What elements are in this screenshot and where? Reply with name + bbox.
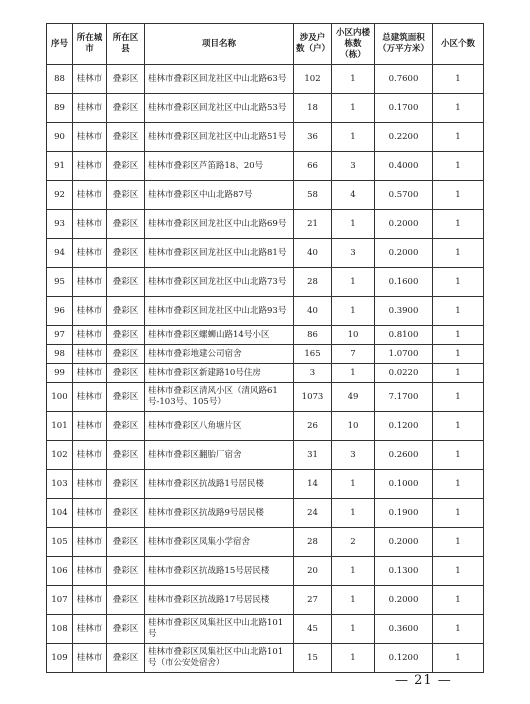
area-cell: 0.1000 bbox=[375, 470, 433, 499]
community-count-cell: 1 bbox=[433, 239, 484, 268]
community-count-cell: 1 bbox=[433, 586, 484, 615]
community-count-cell: 1 bbox=[433, 644, 484, 673]
table-row bbox=[47, 152, 484, 181]
table-row bbox=[47, 326, 484, 345]
households-cell: 45 bbox=[294, 615, 332, 644]
table-row bbox=[47, 297, 484, 326]
community-count-cell: 1 bbox=[433, 441, 484, 470]
community-count-cell: 1 bbox=[433, 94, 484, 123]
area-cell: 0.1200 bbox=[375, 412, 433, 441]
city-cell: 桂林市 bbox=[73, 557, 107, 586]
column-header-community-count: 小区个数 bbox=[433, 24, 484, 65]
households-cell: 40 bbox=[294, 239, 332, 268]
city-cell: 桂林市 bbox=[73, 499, 107, 528]
area-cell: 0.3900 bbox=[375, 297, 433, 326]
project-name-cell: 桂林市叠彩区回龙社区中山北路53号 bbox=[145, 94, 294, 123]
project-name-cell: 桂林市叠彩区回龙社区中山北路73号 bbox=[145, 268, 294, 297]
households-cell: 165 bbox=[294, 345, 332, 364]
households-cell: 3 bbox=[294, 364, 332, 383]
buildings-cell: 4 bbox=[332, 181, 375, 210]
city-cell: 桂林市 bbox=[73, 470, 107, 499]
households-cell: 14 bbox=[294, 470, 332, 499]
project-name-cell: 桂林市叠彩区翻胎厂宿舍 bbox=[145, 441, 294, 470]
community-count-cell: 1 bbox=[433, 364, 484, 383]
district-cell: 叠彩区 bbox=[107, 615, 145, 644]
row-number-cell: 102 bbox=[47, 441, 73, 470]
table-row bbox=[47, 383, 484, 412]
buildings-cell: 1 bbox=[332, 210, 375, 239]
row-number-cell: 98 bbox=[47, 345, 73, 364]
community-count-cell: 1 bbox=[433, 383, 484, 412]
district-cell: 叠彩区 bbox=[107, 181, 145, 210]
community-count-cell: 1 bbox=[433, 297, 484, 326]
district-cell: 叠彩区 bbox=[107, 210, 145, 239]
city-cell: 桂林市 bbox=[73, 65, 107, 94]
table-row bbox=[47, 364, 484, 383]
project-name-cell: 桂林市叠彩区芦笛路18、20号 bbox=[145, 152, 294, 181]
area-cell: 0.2600 bbox=[375, 441, 433, 470]
buildings-cell: 1 bbox=[332, 123, 375, 152]
district-cell: 叠彩区 bbox=[107, 412, 145, 441]
table-row bbox=[47, 644, 484, 673]
households-cell: 66 bbox=[294, 152, 332, 181]
housing-project-table bbox=[46, 23, 484, 673]
city-cell: 桂林市 bbox=[73, 239, 107, 268]
buildings-cell: 7 bbox=[332, 345, 375, 364]
households-cell: 20 bbox=[294, 557, 332, 586]
households-cell: 1073 bbox=[294, 383, 332, 412]
households-cell: 58 bbox=[294, 181, 332, 210]
households-cell: 28 bbox=[294, 528, 332, 557]
table-row bbox=[47, 586, 484, 615]
district-cell: 叠彩区 bbox=[107, 123, 145, 152]
row-number-cell: 95 bbox=[47, 268, 73, 297]
district-cell: 叠彩区 bbox=[107, 470, 145, 499]
project-name-cell: 桂林市叠彩区螺蛳山路14号小区 bbox=[145, 326, 294, 345]
district-cell: 叠彩区 bbox=[107, 268, 145, 297]
households-cell: 27 bbox=[294, 586, 332, 615]
project-name-cell: 桂林市叠彩区抗战路1号居民楼 bbox=[145, 470, 294, 499]
row-number-cell: 105 bbox=[47, 528, 73, 557]
community-count-cell: 1 bbox=[433, 412, 484, 441]
project-name-cell: 桂林市叠彩区抗战路17号居民楼 bbox=[145, 586, 294, 615]
district-cell: 叠彩区 bbox=[107, 65, 145, 94]
households-cell: 21 bbox=[294, 210, 332, 239]
buildings-cell: 10 bbox=[332, 326, 375, 345]
area-cell: 0.2000 bbox=[375, 210, 433, 239]
row-number-cell: 100 bbox=[47, 383, 73, 412]
city-cell: 桂林市 bbox=[73, 297, 107, 326]
buildings-cell: 1 bbox=[332, 297, 375, 326]
buildings-cell: 10 bbox=[332, 412, 375, 441]
row-number-cell: 90 bbox=[47, 123, 73, 152]
district-cell: 叠彩区 bbox=[107, 644, 145, 673]
city-cell: 桂林市 bbox=[73, 383, 107, 412]
community-count-cell: 1 bbox=[433, 268, 484, 297]
households-cell: 40 bbox=[294, 297, 332, 326]
project-name-cell: 桂林市叠彩区凤集社区中山北路101号 bbox=[145, 615, 294, 644]
buildings-cell: 1 bbox=[332, 94, 375, 123]
community-count-cell: 1 bbox=[433, 615, 484, 644]
buildings-cell: 49 bbox=[332, 383, 375, 412]
area-cell: 0.8100 bbox=[375, 326, 433, 345]
city-cell: 桂林市 bbox=[73, 210, 107, 239]
city-cell: 桂林市 bbox=[73, 644, 107, 673]
row-number-cell: 89 bbox=[47, 94, 73, 123]
row-number-cell: 96 bbox=[47, 297, 73, 326]
column-header-area: 总建筑面积（万平方米） bbox=[375, 24, 433, 65]
area-cell: 0.2000 bbox=[375, 586, 433, 615]
area-cell: 0.1700 bbox=[375, 94, 433, 123]
row-number-cell: 93 bbox=[47, 210, 73, 239]
area-cell: 0.7600 bbox=[375, 65, 433, 94]
buildings-cell: 1 bbox=[332, 499, 375, 528]
households-cell: 26 bbox=[294, 412, 332, 441]
city-cell: 桂林市 bbox=[73, 586, 107, 615]
community-count-cell: 1 bbox=[433, 123, 484, 152]
area-cell: 7.1700 bbox=[375, 383, 433, 412]
column-header-district: 所在区县 bbox=[107, 24, 145, 65]
district-cell: 叠彩区 bbox=[107, 326, 145, 345]
households-cell: 15 bbox=[294, 644, 332, 673]
district-cell: 叠彩区 bbox=[107, 441, 145, 470]
project-name-cell: 桂林市叠彩区回龙社区中山北路63号 bbox=[145, 65, 294, 94]
project-name-cell: 桂林市叠彩区抗战路9号居民楼 bbox=[145, 499, 294, 528]
row-number-cell: 88 bbox=[47, 65, 73, 94]
project-name-cell: 桂林市叠彩区回龙社区中山北路69号 bbox=[145, 210, 294, 239]
table-row bbox=[47, 412, 484, 441]
community-count-cell: 1 bbox=[433, 210, 484, 239]
table-row bbox=[47, 65, 484, 94]
area-cell: 0.4000 bbox=[375, 152, 433, 181]
district-cell: 叠彩区 bbox=[107, 557, 145, 586]
area-cell: 0.2200 bbox=[375, 123, 433, 152]
buildings-cell: 1 bbox=[332, 470, 375, 499]
project-name-cell: 桂林市叠彩区新建路10号住房 bbox=[145, 364, 294, 383]
households-cell: 18 bbox=[294, 94, 332, 123]
area-cell: 0.1900 bbox=[375, 499, 433, 528]
buildings-cell: 1 bbox=[332, 586, 375, 615]
project-name-cell: 桂林市叠彩区凤集小学宿舍 bbox=[145, 528, 294, 557]
table-row bbox=[47, 181, 484, 210]
table-row bbox=[47, 499, 484, 528]
buildings-cell: 1 bbox=[332, 644, 375, 673]
area-cell: 0.5700 bbox=[375, 181, 433, 210]
households-cell: 36 bbox=[294, 123, 332, 152]
community-count-cell: 1 bbox=[433, 152, 484, 181]
table-row bbox=[47, 470, 484, 499]
table-row bbox=[47, 557, 484, 586]
project-name-cell: 桂林市叠彩区八角塘片区 bbox=[145, 412, 294, 441]
table-row bbox=[47, 94, 484, 123]
table-row bbox=[47, 345, 484, 364]
row-number-cell: 94 bbox=[47, 239, 73, 268]
district-cell: 叠彩区 bbox=[107, 586, 145, 615]
community-count-cell: 1 bbox=[433, 499, 484, 528]
city-cell: 桂林市 bbox=[73, 364, 107, 383]
table-header-row bbox=[47, 24, 484, 65]
column-header-households: 涉及户数（户） bbox=[294, 24, 332, 65]
buildings-cell: 3 bbox=[332, 152, 375, 181]
column-header-city: 所在城市 bbox=[73, 24, 107, 65]
community-count-cell: 1 bbox=[433, 557, 484, 586]
project-name-cell: 桂林市叠彩区回龙社区中山北路81号 bbox=[145, 239, 294, 268]
row-number-cell: 97 bbox=[47, 326, 73, 345]
district-cell: 叠彩区 bbox=[107, 528, 145, 557]
table-row bbox=[47, 210, 484, 239]
table-row bbox=[47, 441, 484, 470]
table-row bbox=[47, 268, 484, 297]
page-number: — 21 — bbox=[395, 673, 452, 688]
city-cell: 桂林市 bbox=[73, 326, 107, 345]
table-row bbox=[47, 615, 484, 644]
households-cell: 31 bbox=[294, 441, 332, 470]
area-cell: 0.2000 bbox=[375, 239, 433, 268]
project-name-cell: 桂林市叠彩地建公司宿舍 bbox=[145, 345, 294, 364]
row-number-cell: 92 bbox=[47, 181, 73, 210]
table-row bbox=[47, 239, 484, 268]
buildings-cell: 1 bbox=[332, 65, 375, 94]
district-cell: 叠彩区 bbox=[107, 297, 145, 326]
project-name-cell: 桂林市叠彩区回龙社区中山北路51号 bbox=[145, 123, 294, 152]
area-cell: 0.1200 bbox=[375, 644, 433, 673]
project-name-cell: 桂林市叠彩区回龙社区中山北路93号 bbox=[145, 297, 294, 326]
row-number-cell: 101 bbox=[47, 412, 73, 441]
city-cell: 桂林市 bbox=[73, 268, 107, 297]
row-number-cell: 109 bbox=[47, 644, 73, 673]
table-body bbox=[47, 65, 484, 673]
community-count-cell: 1 bbox=[433, 181, 484, 210]
households-cell: 28 bbox=[294, 268, 332, 297]
community-count-cell: 1 bbox=[433, 65, 484, 94]
district-cell: 叠彩区 bbox=[107, 345, 145, 364]
district-cell: 叠彩区 bbox=[107, 499, 145, 528]
households-cell: 86 bbox=[294, 326, 332, 345]
district-cell: 叠彩区 bbox=[107, 152, 145, 181]
buildings-cell: 1 bbox=[332, 268, 375, 297]
city-cell: 桂林市 bbox=[73, 345, 107, 364]
row-number-cell: 91 bbox=[47, 152, 73, 181]
community-count-cell: 1 bbox=[433, 470, 484, 499]
area-cell: 0.3600 bbox=[375, 615, 433, 644]
district-cell: 叠彩区 bbox=[107, 364, 145, 383]
households-cell: 102 bbox=[294, 65, 332, 94]
area-cell: 0.0220 bbox=[375, 364, 433, 383]
city-cell: 桂林市 bbox=[73, 152, 107, 181]
area-cell: 0.1300 bbox=[375, 557, 433, 586]
buildings-cell: 3 bbox=[332, 239, 375, 268]
district-cell: 叠彩区 bbox=[107, 239, 145, 268]
row-number-cell: 103 bbox=[47, 470, 73, 499]
buildings-cell: 3 bbox=[332, 441, 375, 470]
column-header-buildings: 小区内楼栋数（栋） bbox=[332, 24, 375, 65]
row-number-cell: 104 bbox=[47, 499, 73, 528]
city-cell: 桂林市 bbox=[73, 123, 107, 152]
buildings-cell: 2 bbox=[332, 528, 375, 557]
row-number-cell: 108 bbox=[47, 615, 73, 644]
city-cell: 桂林市 bbox=[73, 528, 107, 557]
table-row bbox=[47, 528, 484, 557]
area-cell: 0.1600 bbox=[375, 268, 433, 297]
area-cell: 0.2000 bbox=[375, 528, 433, 557]
city-cell: 桂林市 bbox=[73, 412, 107, 441]
project-name-cell: 桂林市叠彩区抗战路15号居民楼 bbox=[145, 557, 294, 586]
area-cell: 1.0700 bbox=[375, 345, 433, 364]
community-count-cell: 1 bbox=[433, 326, 484, 345]
buildings-cell: 1 bbox=[332, 557, 375, 586]
community-count-cell: 1 bbox=[433, 528, 484, 557]
district-cell: 叠彩区 bbox=[107, 383, 145, 412]
table-row bbox=[47, 123, 484, 152]
row-number-cell: 107 bbox=[47, 586, 73, 615]
city-cell: 桂林市 bbox=[73, 441, 107, 470]
households-cell: 24 bbox=[294, 499, 332, 528]
project-name-cell: 桂林市叠彩区凤集社区中山北路101号（市公安处宿舍） bbox=[145, 644, 294, 673]
district-cell: 叠彩区 bbox=[107, 94, 145, 123]
column-header-project-name: 项目名称 bbox=[145, 24, 294, 65]
buildings-cell: 1 bbox=[332, 615, 375, 644]
row-number-cell: 106 bbox=[47, 557, 73, 586]
project-name-cell: 桂林市叠彩区中山北路87号 bbox=[145, 181, 294, 210]
column-header-no: 序号 bbox=[47, 24, 73, 65]
community-count-cell: 1 bbox=[433, 345, 484, 364]
row-number-cell: 99 bbox=[47, 364, 73, 383]
buildings-cell: 1 bbox=[332, 364, 375, 383]
project-name-cell: 桂林市叠彩区清风小区（清风路61号-103号、105号） bbox=[145, 383, 294, 412]
city-cell: 桂林市 bbox=[73, 615, 107, 644]
city-cell: 桂林市 bbox=[73, 94, 107, 123]
city-cell: 桂林市 bbox=[73, 181, 107, 210]
